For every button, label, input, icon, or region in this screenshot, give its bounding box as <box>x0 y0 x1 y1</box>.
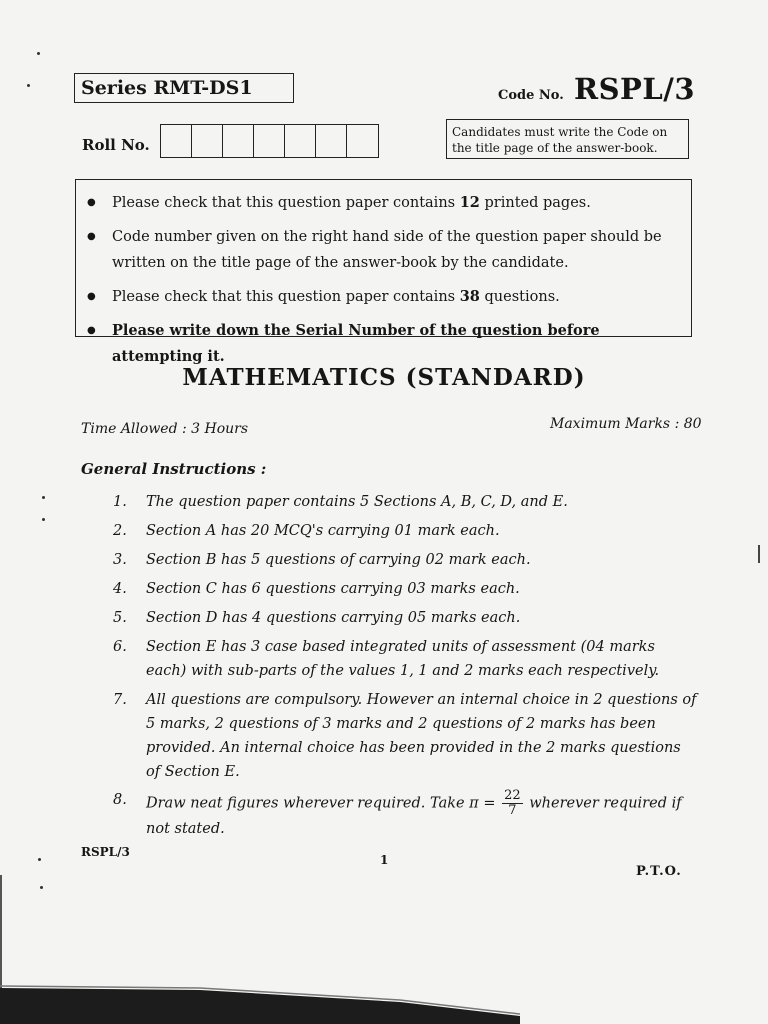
check-item <box>76 224 691 276</box>
code-no-label: Code No. <box>498 88 564 103</box>
roll-no-label: Roll No. <box>82 136 150 154</box>
fraction-numerator: 22 <box>504 788 521 803</box>
roll-no-box[interactable] <box>347 125 378 157</box>
instruction-text: Section A has 20 MCQ's carrying 01 mark each. <box>146 523 500 539</box>
paper-code: RSPL/3 <box>574 72 696 106</box>
check-item-pre: Code number given on the right hand side of the question paper should be written on the title page of the answer-book by the candidate. <box>112 229 662 271</box>
instruction-item <box>113 519 698 543</box>
instruction-text <box>146 789 698 840</box>
scan-speck <box>42 496 45 499</box>
scan-speck <box>40 886 43 889</box>
instruction-number: 7. <box>113 692 127 708</box>
footer-code: RSPL/3 <box>81 845 130 859</box>
instruction-number: 4. <box>113 581 127 597</box>
instruction-text: Section D has 4 questions carrying 05 marks each. <box>146 610 521 626</box>
roll-no-box[interactable] <box>316 125 347 157</box>
scan-speck <box>27 84 30 87</box>
roll-no-box[interactable] <box>223 125 254 157</box>
instruction-item-8 <box>113 789 698 840</box>
instruction-text: Section E has 3 case based integrated units of assessment (04 marks each) with sub-parts of the values 1, 1 and 2 marks each respectively. <box>146 639 660 679</box>
code-note-box: Candidates must write the Code on the title page of the answer-book. <box>446 119 689 159</box>
maximum-marks: Maximum Marks : 80 <box>550 416 702 432</box>
scan-speck <box>38 858 41 861</box>
check-list <box>76 180 691 370</box>
scan-speck <box>37 52 40 55</box>
fraction-denominator: 7 <box>508 803 517 818</box>
instruction-item <box>113 490 698 514</box>
check-item-bold: 38 <box>459 288 480 305</box>
check-item-pre: Please check that this question paper contains <box>112 289 460 305</box>
check-item-bold: Please write down the Serial Number of the question before attempting it. <box>112 322 600 365</box>
instruction-item <box>113 635 698 683</box>
general-instructions-title: General Instructions : <box>81 460 267 478</box>
instruction-item <box>113 606 698 630</box>
pto-label: P.T.O. <box>636 864 682 879</box>
instruction-number: 5. <box>113 610 127 626</box>
roll-no-box[interactable] <box>254 125 285 157</box>
instruction-8-post: wherever required if not stated. <box>146 795 682 837</box>
roll-no-boxes[interactable] <box>160 124 379 158</box>
instruction-text: Section B has 5 questions of carrying 02 mark each. <box>146 552 531 568</box>
scan-edge-left <box>0 875 2 995</box>
instruction-number: 8. <box>113 792 127 808</box>
page-number: 1 <box>380 853 389 867</box>
check-item <box>76 318 691 370</box>
instruction-number: 1. <box>113 494 127 510</box>
instruction-text: Section C has 6 questions carrying 03 marks each. <box>146 581 520 597</box>
check-instructions-box <box>75 179 692 365</box>
instruction-item <box>113 688 698 784</box>
check-item-post: printed pages. <box>479 195 591 211</box>
check-item-pre: Please check that this question paper contains <box>112 195 460 211</box>
instruction-text: All questions are compulsory. However an internal choice in 2 questions of 5 marks, 2 questions of 3 marks and 2 questions of 2 marks has been provided. An internal choice has been provided in the 2 marks questions of Section E. <box>146 692 697 780</box>
time-allowed: Time Allowed : 3 Hours <box>81 421 249 437</box>
general-instructions-list <box>113 490 698 845</box>
check-item <box>76 190 691 216</box>
check-item-post: questions. <box>479 289 560 305</box>
instruction-item <box>113 577 698 601</box>
scan-edge-bottom <box>0 980 520 1024</box>
instruction-8-pre: Draw neat figures wherever required. Take π = <box>146 795 496 812</box>
scan-speck <box>42 518 45 521</box>
roll-no-box[interactable] <box>161 125 192 157</box>
instruction-number: 3. <box>113 552 127 568</box>
roll-no-box[interactable] <box>192 125 223 157</box>
series-box: Series RMT-DS1 <box>74 73 294 103</box>
instruction-number: 2. <box>113 523 127 539</box>
instruction-text: The question paper contains 5 Sections A, B, C, D, and E. <box>146 494 568 510</box>
scan-line <box>758 545 760 563</box>
instruction-item <box>113 548 698 572</box>
check-item-bold: 12 <box>459 194 480 211</box>
instruction-number: 6. <box>113 639 127 655</box>
roll-no-box[interactable] <box>285 125 316 157</box>
pi-fraction <box>502 789 523 818</box>
check-item <box>76 284 691 310</box>
paper-title: MATHEMATICS (STANDARD) <box>182 364 586 391</box>
